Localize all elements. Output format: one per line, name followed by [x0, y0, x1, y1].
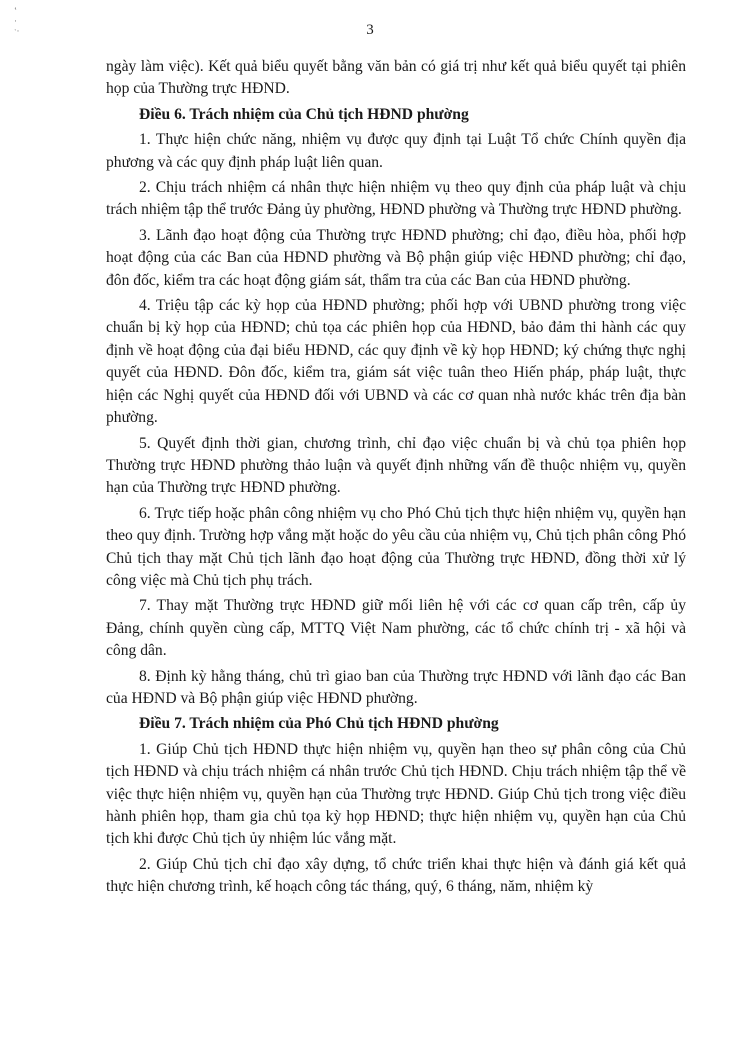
article-7-clause-2: 2. Giúp Chủ tịch chỉ đạo xây dựng, tổ chức triển khai thực hiện và đánh giá kết quả thực hiện chương trình, kế hoạch công tác tháng, quý, 6 tháng, năm, nhiệm kỳ [106, 855, 686, 896]
article-7-clause-1: 1. Giúp Chủ tịch HĐND thực hiện nhiệm vụ, quyền hạn theo sự phân công của Chủ tịch HĐND và chịu trách nhiệm cá nhân trước Chủ tịch HĐND. Chịu trách nhiệm tập thể về việc thực hiện nhiệm vụ, quyền hạn của Thường trực HĐND. Giúp Chủ tịch trong việc điều hành phiên họp, tham gia chủ tọa kỳ họp HĐND; thực hiện nhiệm vụ, quyền hạn của Chủ tịch khi được Chủ tịch ủy nhiệm lúc vắng mặt. [106, 740, 686, 848]
article-6-clause-3: 3. Lãnh đạo hoạt động của Thường trực HĐND phường; chỉ đạo, điều hòa, phối hợp hoạt động của các Ban của HĐND phường và Bộ phận giúp việc HĐND phường; chỉ đạo, đôn đốc, kiểm tra các hoạt động giám sát, thẩm tra của các Ban của HĐND phường. [106, 226, 686, 289]
article-6-clause-8: 8. Định kỳ hằng tháng, chủ trì giao ban của Thường trực HĐND với lãnh đạo các Ban của HĐND và Bộ phận giúp việc HĐND phường. [106, 667, 686, 707]
article-6-clause-5: 5. Quyết định thời gian, chương trình, chỉ đạo việc chuẩn bị và chủ tọa phiên họp Thường trực HĐND phường thảo luận và quyết định những vấn đề thuộc nhiệm vụ, quyền hạn của Thường trực HĐND phường. [106, 434, 686, 497]
page-number: 3 [366, 22, 374, 38]
article-6-clause-2: 2. Chịu trách nhiệm cá nhân thực hiện nhiệm vụ theo quy định của pháp luật và chịu trách nhiệm tập thể trước Đảng ủy phường, HĐND phường và Thường trực HĐND phường. [106, 179, 686, 219]
article-7-heading: Điều 7. Trách nhiệm của Phó Chủ tịch HĐND phường [139, 715, 499, 733]
scan-specks: ‛ · ˑ· [14, 6, 20, 36]
article-6-clause-6: 6. Trực tiếp hoặc phân công nhiệm vụ cho Phó Chủ tịch thực hiện nhiệm vụ, quyền hạn theo quy định. Trường hợp vắng mặt hoặc do yêu cầu của nhiệm vụ, Chủ tịch phân công Phó Chủ tịch thay mặt Chủ tịch lãnh đạo hoạt động của Thường trực HĐND, đồng thời xử lý công việc mà Chủ tịch phụ trách. [106, 504, 686, 589]
paragraph-continuation: ngày làm việc). Kết quả biểu quyết bằng văn bản có giá trị như kết quả biểu quyết tại phiên họp của Thường trực HĐND. [106, 58, 686, 98]
article-6-heading: Điều 6. Trách nhiệm của Chủ tịch HĐND phường [139, 105, 469, 123]
document-body [106, 56, 686, 902]
article-6-clause-1: 1. Thực hiện chức năng, nhiệm vụ được quy định tại Luật Tổ chức Chính quyền địa phương và các quy định pháp luật liên quan. [106, 131, 686, 171]
article-6-clause-4: 4. Triệu tập các kỳ họp của HĐND phường; phối hợp với UBND phường trong việc chuẩn bị kỳ họp của HĐND; chủ tọa các phiên họp của HĐND, bảo đảm thi hành các quy định về hoạt động của đại biểu HĐND, các quy định về kỳ họp HĐND; ký chứng thực nghị quyết của HĐND. Đôn đốc, kiểm tra, giám sát việc tuân theo Hiến pháp, pháp luật, thực hiện các Nghị quyết của HĐND đối với UBND và các cơ quan nhà nước khác trên địa bàn phường. [106, 297, 686, 427]
article-6-clause-7: 7. Thay mặt Thường trực HĐND giữ mối liên hệ với các cơ quan cấp trên, cấp ủy Đảng, chính quyền cùng cấp, MTTQ Việt Nam phường, các tổ chức chính trị - xã hội và công dân. [106, 597, 686, 660]
